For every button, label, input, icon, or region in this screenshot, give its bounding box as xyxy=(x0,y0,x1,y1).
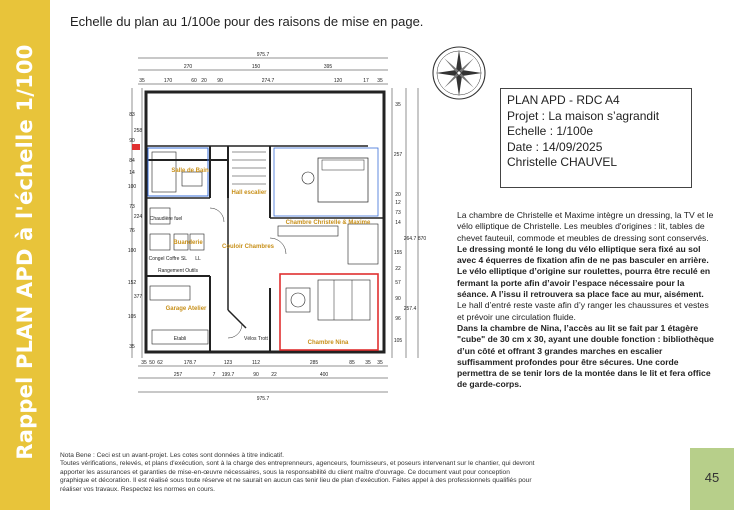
dim-right: 73 xyxy=(395,210,401,216)
dim-top-r2: 35 xyxy=(139,78,145,84)
dim-right: 57 xyxy=(395,280,401,286)
dim-top-total: 975.7 xyxy=(256,52,270,58)
room-label-chaudiere: Chaudière fuel xyxy=(149,216,183,222)
dim-left: 224 xyxy=(133,214,143,220)
desc-paragraph: La chambre de Christelle et Maxime intègre un dressing, la TV et le vélo elliptique de Christelle. Les meubles d'origines : lit, tables de chevet fauteuil, commode et meubles de dressing sont conservés. xyxy=(457,210,714,243)
dim-right: 22 xyxy=(395,266,401,272)
dim-left: 83 xyxy=(129,112,135,118)
disclaimer-line: réaliser vos travaux. Respectez les normes en cours. xyxy=(60,485,216,493)
dim-top-r2: 35 xyxy=(377,78,383,84)
dim-right: 20 xyxy=(395,192,401,198)
dim-right: 870 xyxy=(417,236,427,242)
info-line-author: Christelle CHAUVEL xyxy=(507,155,618,169)
info-line-projet: Projet : La maison s’agrandit xyxy=(507,108,660,123)
dim-top-1: 270 xyxy=(183,64,193,70)
room-label-rangement: Rangement Outils xyxy=(157,268,199,274)
info-line-date: Date : 14/09/2025 xyxy=(507,139,603,154)
dim-bottom-r1: 50 xyxy=(149,360,155,366)
room-label-sdb: Salle de Bain xyxy=(171,168,209,174)
dim-bottom-r1: 285 xyxy=(309,360,319,366)
room-label-buanderie: Buanderie xyxy=(173,240,203,246)
dim-left: 35 xyxy=(129,344,135,350)
dim-left: 14 xyxy=(129,170,135,176)
dim-bottom-r1: 123 xyxy=(223,360,233,366)
room-label-etabli: Etabli xyxy=(173,336,187,342)
desc-paragraph: Dans la chambre de Nina, l’accès au lit se fait par 1 étagère "cube" de 30 cm x 30, ayant une double fonction : bibliothèque d’un côté et offrant 3 grandes marches en escalier suffisamment profondes pour être sécures. Une corde permettra de se tenir lors de la montée dans le lit et fera office de garde-corps. xyxy=(457,322,714,390)
dim-bottom-r1: 62 xyxy=(157,360,163,366)
dim-bottom-r1: 35 xyxy=(365,360,371,366)
disclaimer-line: Toutes vérifications, relevés, et plans d'exécution, sont à la charge des entreprenneurs, agenceurs, fournisseurs, et poseurs intervenant sur le chantier, qui devront xyxy=(60,460,535,468)
compass-rose-icon xyxy=(430,44,488,102)
dim-bottom-r2: 199.7 xyxy=(221,372,235,378)
dim-bottom-r2: 22 xyxy=(271,372,277,378)
desc-paragraph: Le dressing monté le long du vélo elliptique sera fixé au sol avec 4 équerres de fixation afin de ne pas basculer en arrière. xyxy=(457,243,709,266)
project-description xyxy=(457,210,715,391)
sidebar xyxy=(0,0,50,510)
room-label-garage: Garage Atelier xyxy=(165,306,207,312)
room-label-congel: Congel Coffre xyxy=(148,256,180,262)
info-line-plan: PLAN APD - RDC A4 xyxy=(507,93,620,107)
dim-bottom-r1: 85 xyxy=(349,360,355,366)
dim-left: 73 xyxy=(129,204,135,210)
dim-left: 105 xyxy=(128,314,137,320)
sidebar-title: Rappel PLAN APD à l'échelle 1/100 xyxy=(13,44,37,460)
dim-right: 257.4 xyxy=(403,306,417,312)
dim-left: 84 xyxy=(129,158,135,164)
dim-right: 14 xyxy=(395,220,401,226)
dim-top-2: 150 xyxy=(251,64,261,70)
dim-bottom-r1: 35 xyxy=(141,360,147,366)
marker xyxy=(132,144,140,150)
plan-info-box xyxy=(500,88,692,188)
floor-plan xyxy=(128,48,428,403)
dim-bottom-r1: 35 xyxy=(377,360,383,366)
dim-top-r2: 90 xyxy=(217,78,223,84)
dim-bottom-r2: 90 xyxy=(253,372,259,378)
dim-right: 96 xyxy=(395,316,401,322)
dim-right: 257 xyxy=(393,152,403,158)
page-number: 45 xyxy=(704,470,720,485)
dim-top-3: 395 xyxy=(323,64,333,70)
dim-left: 152 xyxy=(128,280,137,286)
dim-left: 76 xyxy=(129,228,135,234)
dim-top-r2: 17 xyxy=(363,78,369,84)
room-label-velos: Vélos Trott xyxy=(244,336,268,342)
page-number-box xyxy=(690,448,734,510)
dim-top-r2: 20 xyxy=(201,78,207,84)
dim-bottom-total: 975.7 xyxy=(256,396,270,402)
disclaimer-line: apporter les assurances et garanties de mise-en-œuvre nécessaires, sous la responsabilité du client maître d'ouvrage. Ce document vaut pour conception xyxy=(60,468,510,476)
dim-left: 100 xyxy=(128,184,137,190)
disclaimer-line: Nota Bene : Ceci est un avant-projet. Les cotes sont données à titre indicatif. xyxy=(60,452,284,459)
room-label-chambre-cm: Chambre Christelle & Maxime xyxy=(285,220,371,226)
dim-right: 155 xyxy=(393,250,403,256)
disclaimer-note xyxy=(60,452,700,494)
dim-bottom-r2: 400 xyxy=(319,372,329,378)
desc-paragraph: Le hall d’entré reste vaste afin d’y ranger les chaussures et vestes et prévoir une circulation fluide. xyxy=(457,300,709,322)
dim-left: 377 xyxy=(133,294,143,300)
room-label-sl: SL xyxy=(180,256,188,262)
dim-bottom-r1: 112 xyxy=(252,360,260,366)
room-label-chambre-nina: Chambre Nina xyxy=(307,340,349,346)
dim-left: 258 xyxy=(133,128,143,134)
dim-left: 90 xyxy=(129,138,135,144)
dim-bottom-r1: 178.7 xyxy=(183,360,197,366)
dim-top-r2: 120 xyxy=(333,78,343,84)
scale-note: Echelle du plan au 1/100e pour des raisons de mise en page. xyxy=(70,14,424,29)
dim-bottom-r2: 7 xyxy=(212,372,216,378)
dim-right: 105 xyxy=(393,338,403,344)
dim-right: 35 xyxy=(395,102,401,108)
dim-right: 12 xyxy=(395,200,401,206)
disclaimer-line: graphique et décoration. Il est réalisé sous toute réserve et ne saurait en aucun cas tenir lieu de plan d'exécution. Faites appel à des professionnels qualifiés pour xyxy=(60,477,532,485)
dim-top-r2: 274.7 xyxy=(261,78,275,84)
room-label-couloir: Couloir Chambres xyxy=(221,244,275,250)
dim-top-r2: 60 xyxy=(191,78,197,84)
dim-bottom-r2: 257 xyxy=(173,372,183,378)
dim-right: 90 xyxy=(395,296,401,302)
dim-top-r2: 170 xyxy=(163,78,173,84)
room-label-hall: Hall escalier xyxy=(231,190,267,196)
info-line-echelle: Echelle : 1/100e xyxy=(507,124,594,138)
desc-paragraph: Le vélo elliptique d’origine sur roulettes, pourra être reculé en fermant la porte afin d’avoir l’espace nécessaire pour la séance. A l’issu il retrouvera sa place face au mur, aisément. xyxy=(457,266,711,300)
dim-right: 264.7 xyxy=(403,236,417,242)
room-label-ll: LL xyxy=(195,256,201,262)
dim-left: 100 xyxy=(128,248,137,254)
